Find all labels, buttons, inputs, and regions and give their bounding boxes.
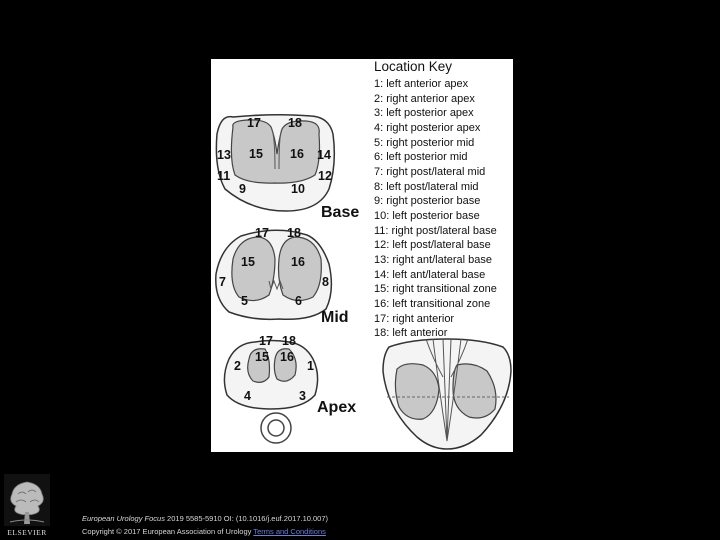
zone-label: 5 xyxy=(241,294,248,308)
legend-item: 14: left ant/lateral base xyxy=(374,268,486,281)
level-label-base: Base xyxy=(321,204,360,221)
zone-label: 7 xyxy=(219,275,226,289)
zone-label: 11 xyxy=(217,169,231,183)
legend-item: 8: left post/lateral mid xyxy=(374,180,479,193)
zone-label: 12 xyxy=(318,169,332,183)
legend-item: 16: left transitional zone xyxy=(374,297,491,310)
legend-item: 11: right post/lateral base xyxy=(374,224,497,237)
legend-item: 9: right posterior base xyxy=(374,195,481,208)
zone-label: 4 xyxy=(244,389,251,403)
zone-label: 18 xyxy=(287,226,301,240)
zone-label: 17 xyxy=(259,334,273,348)
mid-section xyxy=(216,226,349,326)
zone-label: 15 xyxy=(241,255,255,269)
zone-label: 16 xyxy=(280,350,294,364)
terms-link[interactable]: Terms and Conditions xyxy=(253,527,326,536)
legend-item: 17: right anterior xyxy=(374,312,455,325)
legend-item: 7: right post/lateral mid xyxy=(374,165,486,178)
zone-label: 18 xyxy=(288,116,302,130)
zone-label: 8 xyxy=(322,275,329,289)
prostate-zone-figure xyxy=(211,59,513,452)
elsevier-tree-logo-icon xyxy=(4,474,50,536)
copyright-line xyxy=(82,525,328,538)
legend-item: 4: right posterior apex xyxy=(374,121,481,134)
zone-label: 18 xyxy=(282,334,296,348)
location-key-list xyxy=(374,77,513,341)
legend-item: 12: left post/lateral base xyxy=(374,239,491,252)
legend-item: 1: left anterior apex xyxy=(374,78,469,90)
legend-item: 15: right transitional zone xyxy=(374,283,497,296)
apex-section xyxy=(224,334,356,443)
zone-label: 1 xyxy=(307,359,314,373)
zone-label: 17 xyxy=(247,116,261,130)
zone-label: 13 xyxy=(217,148,231,162)
citation-footer xyxy=(82,512,328,538)
zone-label: 15 xyxy=(255,350,269,364)
location-key xyxy=(374,59,513,341)
zone-label: 16 xyxy=(290,147,304,161)
base-section xyxy=(216,115,359,221)
level-label-mid: Mid xyxy=(321,309,349,326)
urethra-ring-inner xyxy=(268,420,284,436)
zone-label: 15 xyxy=(249,147,263,161)
legend-item: 3: left posterior apex xyxy=(374,107,474,120)
legend-item: 10: left posterior base xyxy=(374,209,480,222)
zone-label: 16 xyxy=(291,255,305,269)
legend-item: 6: left posterior mid xyxy=(374,151,468,164)
copyright-text: Copyright © 2017 European Association of Urology xyxy=(82,527,254,536)
citation-line xyxy=(82,512,328,525)
level-label-apex: Apex xyxy=(317,399,357,416)
zone-label: 14 xyxy=(317,148,331,162)
legend-item: 2: right anterior apex xyxy=(374,92,475,105)
legend-item: 13: right ant/lateral base xyxy=(374,253,493,266)
zone-label: 10 xyxy=(291,182,305,196)
zone-label: 17 xyxy=(255,226,269,240)
zone-label: 3 xyxy=(299,389,306,403)
zone-label: 9 xyxy=(239,182,246,196)
journal-name: European Urology Focus xyxy=(82,514,165,523)
citation-text: 2019 5585-5910 OI: (10.1016/j.euf.2017.10.007) xyxy=(164,514,329,523)
publisher-name: ELSEVIER xyxy=(7,528,47,537)
zone-label: 2 xyxy=(234,359,241,373)
zone-label: 6 xyxy=(295,294,302,308)
coronal-view xyxy=(383,339,511,449)
coronal-left-lobe xyxy=(395,364,439,420)
legend-item: 18: left anterior xyxy=(374,327,448,340)
legend-item: 5: right posterior mid xyxy=(374,136,475,149)
location-key-title: Location Key xyxy=(374,59,453,74)
